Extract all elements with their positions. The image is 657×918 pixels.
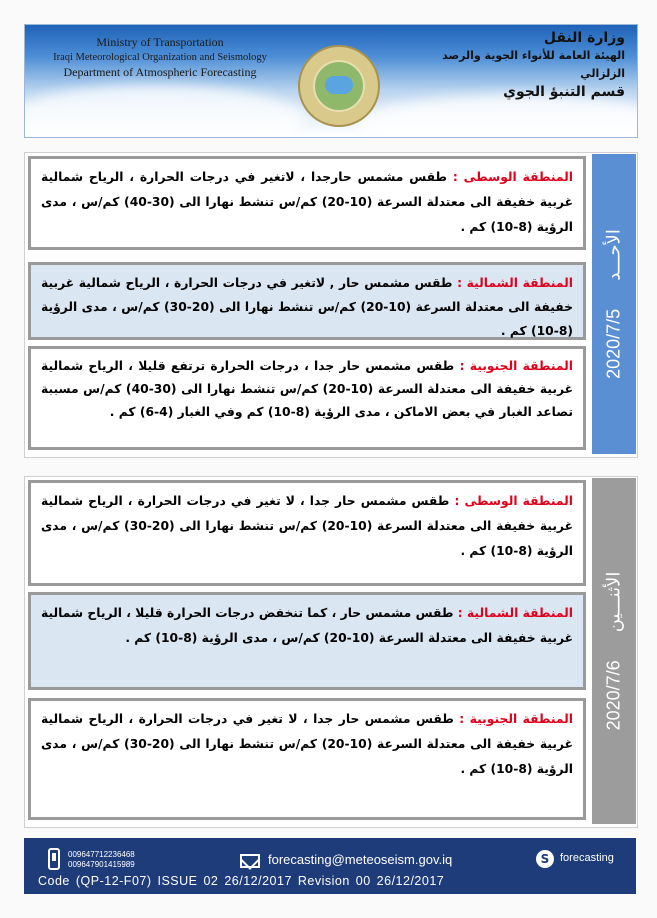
forecast-text: طقس مشمس حارجدا ، لاتغير في درجات الحرارة ، الرياح شمالية غربية خفيفة الى معتدلة السرعة (10-20) كم/س تنشط نهارا الى (30-40) كم/س ، مدى الرؤية (8-10) كم . bbox=[41, 170, 573, 234]
forecast-text: طقس مشمس حار جدا ، درجات الحرارة ترتفع قليلا ، الرياح شمالية غربية خفيفة الى معتدلة السرعة (10-20) كم/س تنشط نهارا الى (30-40) كم/س مسببة تصاعد الغبار في بعض الاماكن ، مدى الرؤية (8-10) كم وفي الغبار (4-6) كم . bbox=[41, 359, 574, 419]
forecast-north-day2 bbox=[28, 592, 586, 690]
day-name: الأثنـــين bbox=[603, 571, 624, 633]
region-label: المنطقة الوسطى : bbox=[452, 170, 573, 184]
organization-name: Iraqi Meteorological Organization and Seismology bbox=[53, 52, 267, 63]
envelope-icon bbox=[240, 854, 260, 868]
forecast-text: طقس مشمس حار جدا ، لا تغير في درجات الحرارة ، الرياح شمالية غربية خفيفة الى معتدلة السرعة (10-20) كم/س تنشط نهارا الى (20-30) كم/س ، مدى الرؤية (8-10) كم . bbox=[41, 712, 573, 776]
phone-number: 009647901415989 bbox=[68, 860, 135, 869]
date-band-1 bbox=[592, 154, 636, 454]
email-link[interactable]: forecasting@meteoseism.gov.iq bbox=[268, 852, 453, 867]
phone-numbers bbox=[68, 850, 135, 870]
date-label: 2020/7/6 bbox=[603, 660, 624, 731]
region-label: المنطقة الشمالية : bbox=[457, 276, 574, 290]
header-banner bbox=[24, 24, 638, 138]
phone-icon bbox=[48, 848, 60, 870]
footer-bar bbox=[24, 838, 636, 894]
document-code: Code (QP-12-F07) ISSUE 02 26/12/2017 Revision 00 26/12/2017 bbox=[38, 874, 445, 888]
department-name: Department of Atmospheric Forecasting bbox=[63, 65, 257, 79]
forecast-text: طقس مشمس حار ، كما تنخفض درجات الحرارة قليلا ، الرياح شمالية غربية خفيفة الى معتدلة السرعة (10-20) كم/س ، مدى الرؤية (8-10) كم . bbox=[41, 606, 573, 645]
region-label: المنطقة الوسطى : bbox=[454, 494, 574, 508]
skype-icon: S bbox=[536, 850, 554, 868]
forecast-text: طقس مشمس حار , لاتغير في درجات الحرارة ، الرياح شمالية غربية خفيفة الى معتدلة السرعة (10-20) كم/س تنشط نهارا الى (20-30) كم/س ، مدى الرؤية (8-10) كم . bbox=[41, 276, 573, 338]
english-org-name bbox=[35, 35, 285, 80]
cloud-decoration bbox=[24, 85, 305, 138]
region-label: المنطقة الجنوبية : bbox=[459, 712, 574, 726]
department-name-ar: قسم التنبؤ الجوي bbox=[503, 84, 625, 100]
day-name: الأحـــد bbox=[603, 229, 624, 281]
skype-handle[interactable]: forecasting bbox=[560, 852, 614, 864]
date-band-2 bbox=[592, 478, 636, 824]
organization-name-ar: الهيئة العامة للأنواء الجوية والرصد الزلزالي bbox=[442, 49, 625, 80]
arabic-org-name bbox=[425, 29, 625, 101]
forecast-south-day2 bbox=[28, 698, 586, 820]
forecast-south-day1 bbox=[28, 346, 586, 450]
ministry-name: Ministry of Transportation bbox=[96, 35, 224, 49]
forecast-north-day1 bbox=[28, 262, 586, 340]
region-label: المنطقة الجنوبية : bbox=[459, 359, 573, 373]
date-label: 2020/7/5 bbox=[603, 308, 624, 379]
ministry-name-ar: وزارة النقل bbox=[543, 30, 625, 46]
organization-logo bbox=[298, 45, 380, 127]
cloud-decoration bbox=[355, 95, 638, 138]
region-label: المنطقة الشمالية : bbox=[457, 606, 573, 620]
forecast-central-day1 bbox=[28, 156, 586, 250]
phone-number: 009647712236468 bbox=[68, 850, 135, 859]
forecast-central-day2 bbox=[28, 480, 586, 586]
forecast-text: طقس مشمس حار جدا ، لا تغير في درجات الحرارة ، الرياح شمالية غربية خفيفة الى معتدلة السرعة (10-20) كم/س تنشط نهارا الى (20-30) كم/س ، مدى الرؤية (8-10) كم . bbox=[41, 494, 573, 558]
